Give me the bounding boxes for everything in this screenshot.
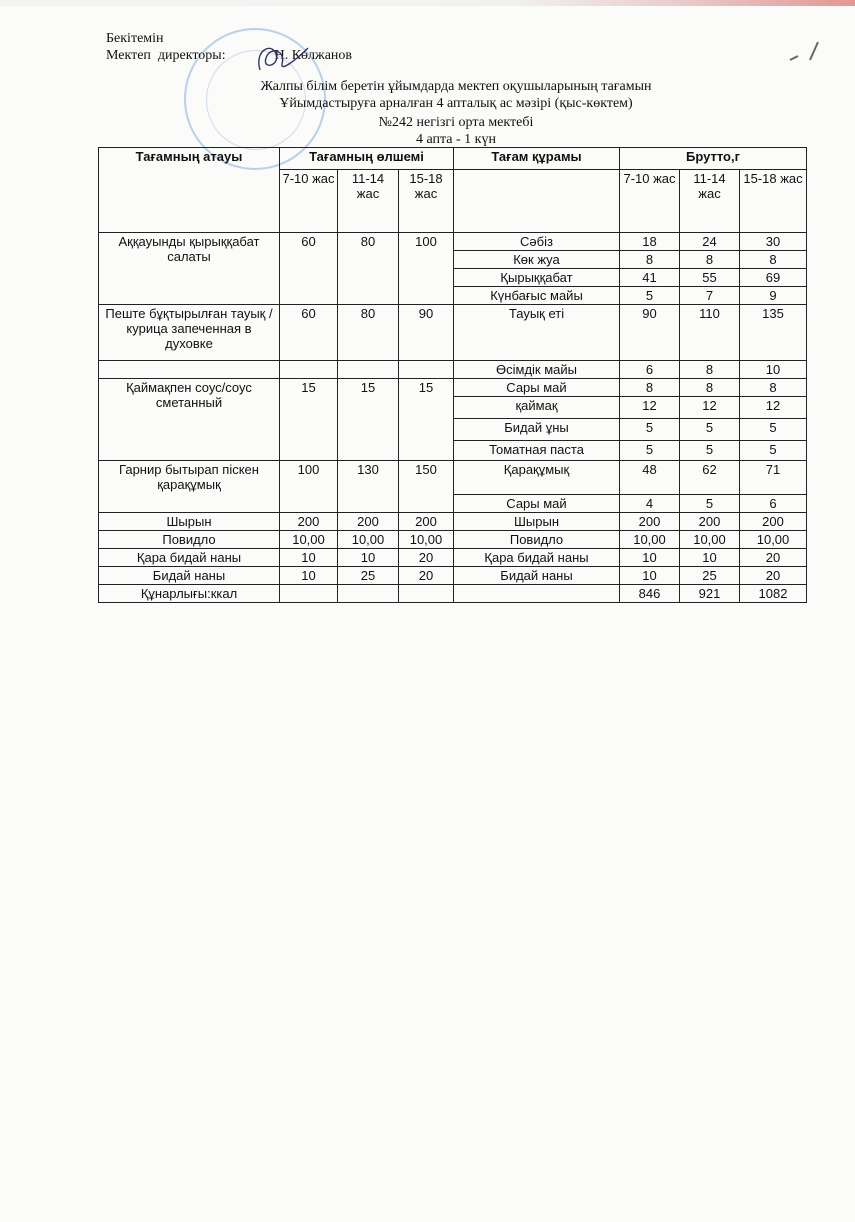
age-group-brutto: 11-14 жас: [680, 170, 740, 233]
director-signature-icon: [252, 40, 312, 80]
header-dish-name: Тағамның атауы: [99, 148, 280, 233]
brutto-value: 4: [620, 495, 680, 513]
header-composition: Тағам құрамы: [454, 148, 620, 170]
ingredient-name: Қарақұмық: [454, 461, 620, 495]
brutto-value: 135: [740, 305, 807, 361]
title-line4: 4 апта - 1 күн: [416, 132, 496, 147]
portion-value: 60: [280, 305, 338, 361]
brutto-value: 30: [740, 233, 807, 251]
portion-value: 10: [280, 549, 338, 567]
portion-value: 90: [399, 305, 454, 361]
dish-name: Шырын: [99, 513, 280, 531]
brutto-value: 25: [680, 567, 740, 585]
ingredient-name: Бидай наны: [454, 567, 620, 585]
portion-value: 200: [280, 513, 338, 531]
age-group-portion: 11-14 жас: [338, 170, 399, 233]
menu-table: [98, 147, 807, 603]
portion-value: 80: [338, 233, 399, 305]
ingredient-name: Сәбіз: [454, 233, 620, 251]
scan-edge-strip: [0, 0, 855, 6]
ingredient-name: Қырыққабат: [454, 269, 620, 287]
portion-value: 25: [338, 567, 399, 585]
brutto-value: 5: [740, 441, 807, 461]
total-label: Құнарлығы:ккал: [99, 585, 280, 603]
title-line1: Жалпы білім беретін ұйымдарда мектеп оқушыларының тағамын: [260, 79, 652, 94]
brutto-value: 10: [620, 567, 680, 585]
dish-name: Повидло: [99, 531, 280, 549]
approval-line1: Бекітемін: [106, 31, 164, 46]
portion-value: 20: [399, 549, 454, 567]
age-group-brutto: 7-10 жас: [620, 170, 680, 233]
brutto-value: 200: [620, 513, 680, 531]
total-value: 921: [680, 585, 740, 603]
brutto-value: 5: [740, 419, 807, 441]
table-header-row: [99, 148, 807, 170]
portion-value: 60: [280, 233, 338, 305]
table-row: [99, 305, 807, 361]
approval-label: Мектеп директоры:: [106, 48, 226, 63]
brutto-value: 62: [680, 461, 740, 495]
approval-line2: [106, 47, 352, 64]
brutto-value: 5: [680, 419, 740, 441]
brutto-value: 110: [680, 305, 740, 361]
dish-name: Пеште бұқтырылған тауық /курица запеченная в духовке: [99, 305, 280, 361]
portion-value: 100: [399, 233, 454, 305]
brutto-value: 12: [620, 397, 680, 419]
portion-value: [280, 361, 338, 379]
dish-name: Бидай наны: [99, 567, 280, 585]
dish-name: Аққауынды қырыққабат салаты: [99, 233, 280, 305]
brutto-value: 90: [620, 305, 680, 361]
brutto-value: 8: [740, 379, 807, 397]
table-row: [99, 513, 807, 531]
portion-value: 15: [280, 379, 338, 461]
pen-mark-icon: [786, 38, 822, 64]
brutto-value: 55: [680, 269, 740, 287]
brutto-value: 6: [740, 495, 807, 513]
brutto-value: 8: [620, 379, 680, 397]
portion-value: 10,00: [280, 531, 338, 549]
portion-value: 130: [338, 461, 399, 513]
brutto-value: 69: [740, 269, 807, 287]
header-dish-portion: Тағамның өлшемі: [280, 148, 454, 170]
table-row: [99, 361, 807, 379]
portion-value: [338, 361, 399, 379]
composition-empty: [454, 170, 620, 233]
brutto-value: 20: [740, 567, 807, 585]
empty-cell: [454, 585, 620, 603]
dish-name: Қаймақпен соус/соус сметанный: [99, 379, 280, 461]
brutto-value: 10: [680, 549, 740, 567]
ingredient-name: Повидло: [454, 531, 620, 549]
brutto-value: 10: [620, 549, 680, 567]
brutto-value: 7: [680, 287, 740, 305]
portion-value: 100: [280, 461, 338, 513]
ingredient-name: Қара бидай наны: [454, 549, 620, 567]
brutto-value: 8: [740, 251, 807, 269]
ingredient-name: Бидай ұны: [454, 419, 620, 441]
brutto-value: 48: [620, 461, 680, 495]
brutto-value: 24: [680, 233, 740, 251]
brutto-value: 12: [740, 397, 807, 419]
portion-value: 200: [399, 513, 454, 531]
total-row: [99, 585, 807, 603]
brutto-value: 10: [740, 361, 807, 379]
ingredient-name: Көк жуа: [454, 251, 620, 269]
ingredient-name: Сары май: [454, 495, 620, 513]
brutto-value: 6: [620, 361, 680, 379]
brutto-value: 18: [620, 233, 680, 251]
empty-cell: [280, 585, 338, 603]
brutto-value: 10,00: [680, 531, 740, 549]
ingredient-name: Томатная паста: [454, 441, 620, 461]
brutto-value: 5: [620, 419, 680, 441]
approval-block: [106, 30, 352, 64]
portion-value: 20: [399, 567, 454, 585]
table-row: [99, 549, 807, 567]
portion-value: 80: [338, 305, 399, 361]
brutto-value: 8: [680, 251, 740, 269]
brutto-value: 41: [620, 269, 680, 287]
total-value: 846: [620, 585, 680, 603]
table-row: [99, 379, 807, 397]
portion-value: 10: [338, 549, 399, 567]
portion-value: 200: [338, 513, 399, 531]
dish-name: Гарнир бытырап піскен қарақұмық: [99, 461, 280, 513]
portion-value: 10: [280, 567, 338, 585]
brutto-value: 200: [740, 513, 807, 531]
age-group-portion: 15-18 жас: [399, 170, 454, 233]
brutto-value: 8: [680, 361, 740, 379]
brutto-value: 9: [740, 287, 807, 305]
age-group-brutto: 15-18 жас: [740, 170, 807, 233]
brutto-value: 5: [620, 287, 680, 305]
ingredient-name: Өсімдік майы: [454, 361, 620, 379]
brutto-value: 5: [680, 495, 740, 513]
brutto-value: 5: [680, 441, 740, 461]
portion-value: [399, 361, 454, 379]
ingredient-name: Тауық еті: [454, 305, 620, 361]
header-brutto: Брутто,г: [620, 148, 807, 170]
ingredient-name: Сары май: [454, 379, 620, 397]
table-row: [99, 461, 807, 495]
brutto-value: 5: [620, 441, 680, 461]
portion-value: 15: [399, 379, 454, 461]
brutto-value: 71: [740, 461, 807, 495]
table-row: [99, 567, 807, 585]
brutto-value: 10,00: [740, 531, 807, 549]
brutto-value: 8: [620, 251, 680, 269]
age-group-portion: 7-10 жас: [280, 170, 338, 233]
brutto-value: 200: [680, 513, 740, 531]
brutto-value: 8: [680, 379, 740, 397]
brutto-value: 12: [680, 397, 740, 419]
table-row: [99, 233, 807, 251]
total-value: 1082: [740, 585, 807, 603]
ingredient-name: Күнбағыс майы: [454, 287, 620, 305]
brutto-value: 10,00: [620, 531, 680, 549]
table-row: [99, 531, 807, 549]
portion-value: 150: [399, 461, 454, 513]
empty-cell: [399, 585, 454, 603]
director-name: Н. Көлжанов: [274, 48, 353, 63]
dish-name: Қара бидай наны: [99, 549, 280, 567]
portion-value: 10,00: [399, 531, 454, 549]
portion-value: 15: [338, 379, 399, 461]
dish-name: [99, 361, 280, 379]
ingredient-name: қаймақ: [454, 397, 620, 419]
ingredient-name: Шырын: [454, 513, 620, 531]
brutto-value: 20: [740, 549, 807, 567]
title-line2: Ұйымдастыруға арналған 4 апталық ас мәзірі (қыс-көктем): [279, 96, 633, 111]
portion-value: 10,00: [338, 531, 399, 549]
title-line3: №242 негізгі орта мектебі: [378, 115, 534, 130]
empty-cell: [338, 585, 399, 603]
